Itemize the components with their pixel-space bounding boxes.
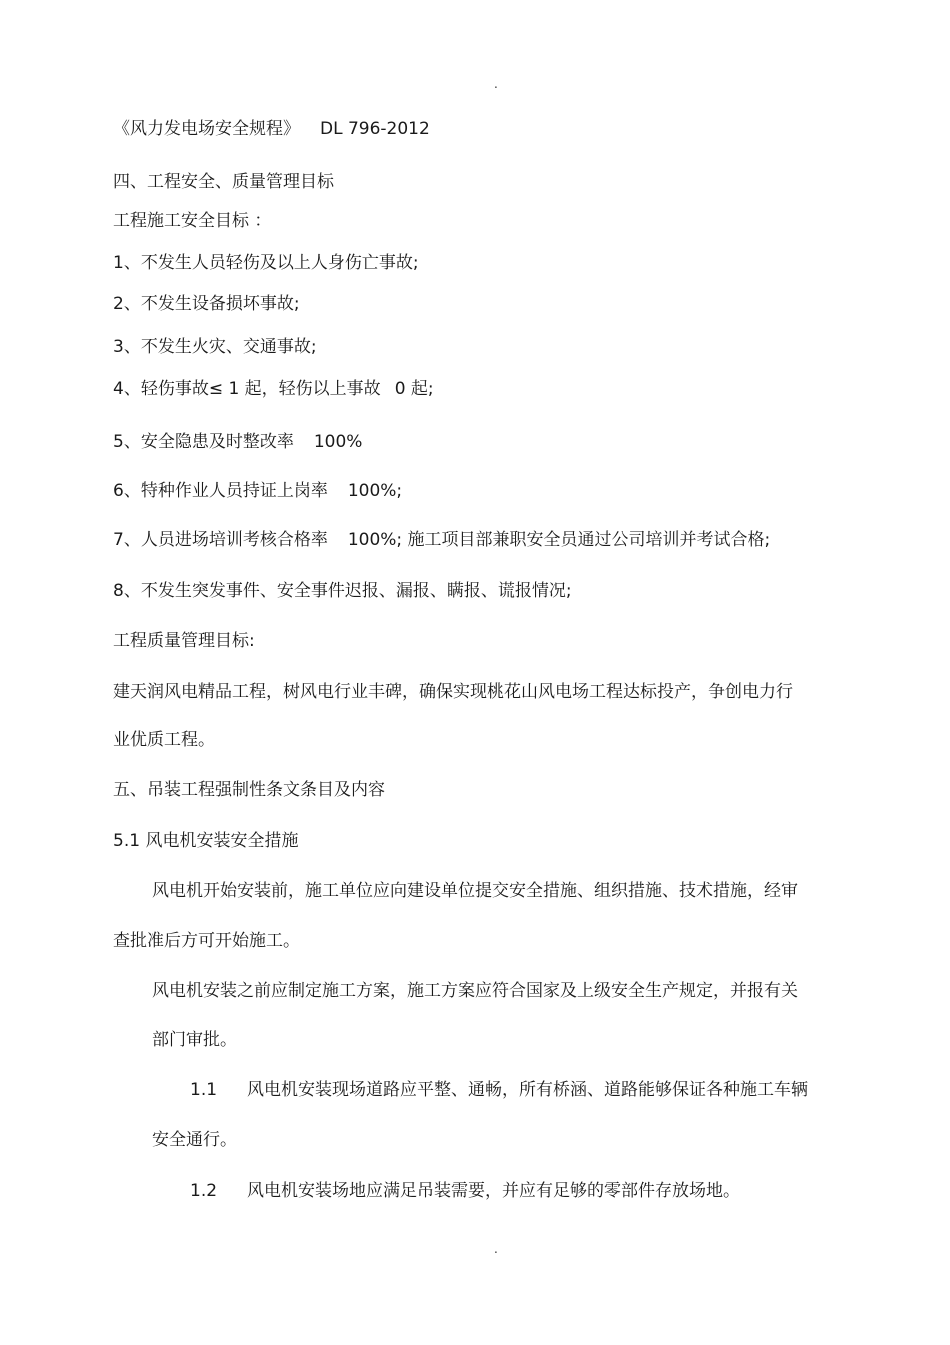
clause-1-2-number: 1.2 <box>190 1181 218 1201</box>
safety-goal-item-5 <box>113 431 362 453</box>
quality-goal-text-2: 业优质工程。 <box>113 730 215 750</box>
clause-1-1-continuation: 安全通行。 <box>152 1130 237 1150</box>
safety-goal-item-1: 1、不发生人员轻伤及以上人身伤亡事故; <box>113 253 419 273</box>
safety-goal-item-6 <box>113 480 402 502</box>
safety-goal-item-4 <box>113 378 434 400</box>
section-heading-4: 四、工程安全、质量管理目标 <box>113 172 334 192</box>
subsection-heading-5-1: 5.1 风电机安装安全措施 <box>113 831 299 851</box>
clause-1-2-text: 风电机安装场地应满足吊装需要，并应有足够的零部件存放场地。 <box>247 1181 741 1201</box>
safety-goal-item-5-text: 5、安全隐患及时整改率 <box>113 432 294 452</box>
safety-goal-item-8: 8、不发生突发事件、安全事件迟报、漏报、瞒报、谎报情况; <box>113 581 572 601</box>
reference-title: 《风力发电场安全规程》 <box>113 119 300 139</box>
paragraph-1-line-2: 查批准后方可开始施工。 <box>113 931 300 951</box>
safety-goal-item-7 <box>113 529 770 551</box>
paragraph-2-line-1: 风电机安装之前应制定施工方案，施工方案应符合国家及上级安全生产规定，并报有关 <box>152 981 798 1001</box>
page-bottom-mark: . <box>494 1242 498 1256</box>
safety-goal-item-7-value: 100%; 施工项目部兼职安全员通过公司培训并考试合格; <box>347 530 771 550</box>
safety-goal-heading: 工程施工安全目标 ： <box>113 211 272 231</box>
safety-goal-item-5-value: 100% <box>313 432 363 452</box>
paragraph-1-line-1: 风电机开始安装前，施工单位应向建设单位提交安全措施、组织措施、技术措施，经审 <box>152 881 798 901</box>
clause-1-1-number: 1.1 <box>190 1080 218 1100</box>
clause-1-2 <box>190 1180 740 1202</box>
page-top-mark: . <box>494 77 498 91</box>
quality-goal-heading: 工程质量管理目标: <box>113 631 255 651</box>
section-heading-5: 五、吊装工程强制性条文条目及内容 <box>113 780 385 800</box>
safety-goal-item-6-value: 100%; <box>347 481 403 501</box>
safety-goal-item-6-text: 6、特种作业人员持证上岗率 <box>113 481 328 501</box>
reference-line <box>113 118 430 140</box>
safety-goal-item-3: 3、不发生火灾、交通事故; <box>113 337 317 357</box>
safety-goal-item-4-text: 4、轻伤事故≤ 1 起，轻伤以上事故 <box>113 379 381 399</box>
safety-goal-item-7-text: 7、人员进场培训考核合格率 <box>113 530 328 550</box>
clause-1-1-text: 风电机安装现场道路应平整、通畅，所有桥涵、道路能够保证各种施工车辆 <box>247 1080 809 1100</box>
reference-code: DL 796-2012 <box>320 119 430 139</box>
clause-1-1 <box>190 1079 808 1101</box>
paragraph-2-line-2: 部门审批。 <box>152 1030 237 1050</box>
safety-goal-item-4-value: 0 起; <box>394 379 434 399</box>
safety-goal-item-2: 2、不发生设备损坏事故; <box>113 294 300 314</box>
quality-goal-text-1: 建天润风电精品工程，树风电行业丰碑，确保实现桃花山风电场工程达标投产，争创电力行 <box>113 682 793 702</box>
